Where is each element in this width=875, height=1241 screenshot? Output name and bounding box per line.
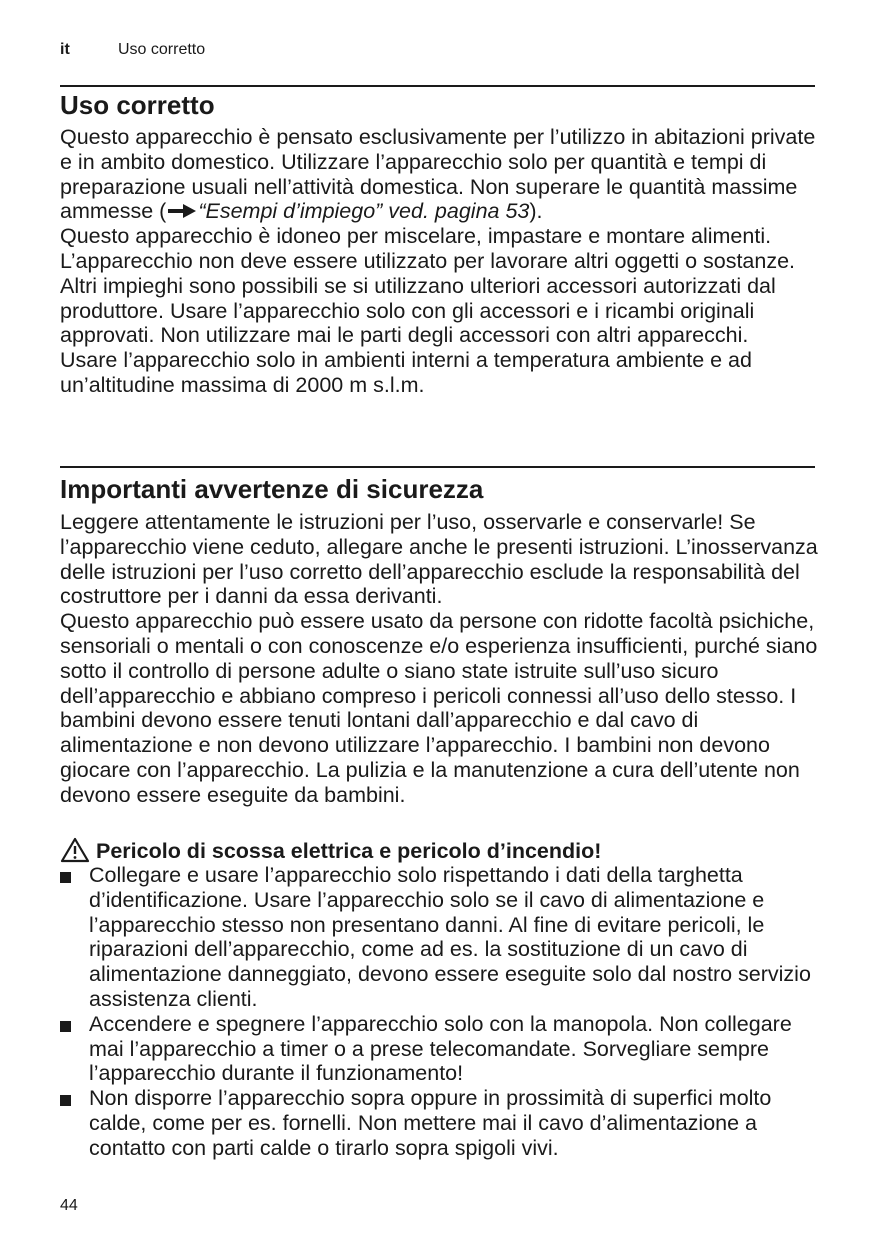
square-bullet-icon xyxy=(60,872,71,883)
paragraph-suitable-use: Questo apparecchio è idoneo per miscelare, impastare e montare alimenti. L’apparecchio non deve essere utilizzato per lavorare altri oggetti o sostanze. Altri impieghi sono possibili se si utilizzano ulteriori accessori autorizzati dal produttore. Usare l’apparecchio solo con gli accessori e i ricambi originali approvati. Non utilizzare mai le parti degli accessori con altri apparecchi. xyxy=(60,224,796,348)
section-body-safety xyxy=(60,510,820,808)
paragraph-intended-use xyxy=(60,125,820,224)
page-number: 44 xyxy=(60,1197,78,1214)
list-item-text: Non disporre l’apparecchio sopra oppure in prossimità di superfici molto calde, come per es. fornelli. Non mettere mai il cavo d’alimentazione a contatto con parti calde o tirarlo sopra spigoli vivi. xyxy=(89,1086,772,1160)
section-body-uso-corretto xyxy=(60,125,820,398)
list-item xyxy=(60,1086,820,1160)
list-item-text: Collegare e usare l’apparecchio solo rispettando i dati della targhetta d’identificazione. Usare l’apparecchio solo se il cavo di alimentazione e l’apparecchio stesso non presentano danni. Al fine di evitare pericoli, le riparazioni dell’apparecchio, come ad es. la sostituzione di un cavo di alimentazione danneggiato, devono essere eseguite solo dal nostro servizio assistenza clienti. xyxy=(89,863,811,1011)
square-bullet-icon xyxy=(60,1095,71,1106)
header-divider xyxy=(60,85,815,87)
safety-bullet-list xyxy=(60,863,820,1161)
warning-triangle-icon xyxy=(60,837,90,863)
paragraph-restricted-users: Questo apparecchio può essere usato da persone con ridotte facoltà psichiche, sensoriali o mentali o con conoscenze e/o esperienza insufficienti, purché siano sotto il controllo di persone adulte o siano state istruite sull’uso sicuro dell’apparecchio e abbiano compreso i pericoli connessi all’uso dello stesso. I bambini devono essere tenuti lontani dall’apparecchio e dal cavo di alimentazione e non devono utilizzare l’apparecchio. I bambini non devono giocare con l’apparecchio. La pulizia e la manutenzione a cura dell’utente non devono essere eseguite da bambini. xyxy=(60,609,818,807)
section-heading-uso-corretto: Uso corretto xyxy=(60,90,215,120)
paragraph-intended-use-text: Questo apparecchio è pensato esclusivamente per l’utilizzo in abitazioni private e in ambito domestico. Utilizzare l’apparecchio solo per quantità e tempi di preparazione usuali nell’attività domestica. Non superare le quantità massime ammesse ( xyxy=(60,125,816,224)
paragraph-read-instructions: Leggere attentamente le istruzioni per l’uso, osservarle e conservarle! Se l’apparecchio viene ceduto, allegare anche le presenti istruzioni. L’inosservanza delle istruzioni per l’uso corretto dell’apparecchio esclude la responsabilità del costruttore per i danni da essa derivanti. xyxy=(60,510,818,609)
paragraph-intended-use-end: ). xyxy=(529,199,543,224)
square-bullet-icon xyxy=(60,1021,71,1032)
list-item-text: Accendere e spegnere l’apparecchio solo con la manopola. Non collegare mai l’apparecchio a timer o a prese telecomandate. Sorvegliare sempre l’apparecchio durante il funzionamento! xyxy=(89,1011,792,1086)
list-item xyxy=(60,863,820,1012)
warning-heading xyxy=(60,837,601,864)
arrow-right-icon xyxy=(166,202,198,220)
section-heading-safety: Importanti avvertenze di sicurezza xyxy=(60,474,484,504)
list-item xyxy=(60,1012,820,1086)
warning-heading-text: Pericolo di scossa elettrica e pericolo d’incendio! xyxy=(96,839,602,863)
paragraph-environment: Usare l’apparecchio solo in ambienti interni a temperatura ambiente e ad un’altitudine massima di 2000 m s.l.m. xyxy=(60,348,752,397)
running-header xyxy=(60,40,205,60)
section-divider xyxy=(60,466,815,468)
language-code: it xyxy=(60,41,70,58)
cross-reference-link[interactable]: “Esempi d’impiego” ved. pagina 53 xyxy=(198,199,530,224)
running-header-title: Uso corretto xyxy=(118,41,206,58)
